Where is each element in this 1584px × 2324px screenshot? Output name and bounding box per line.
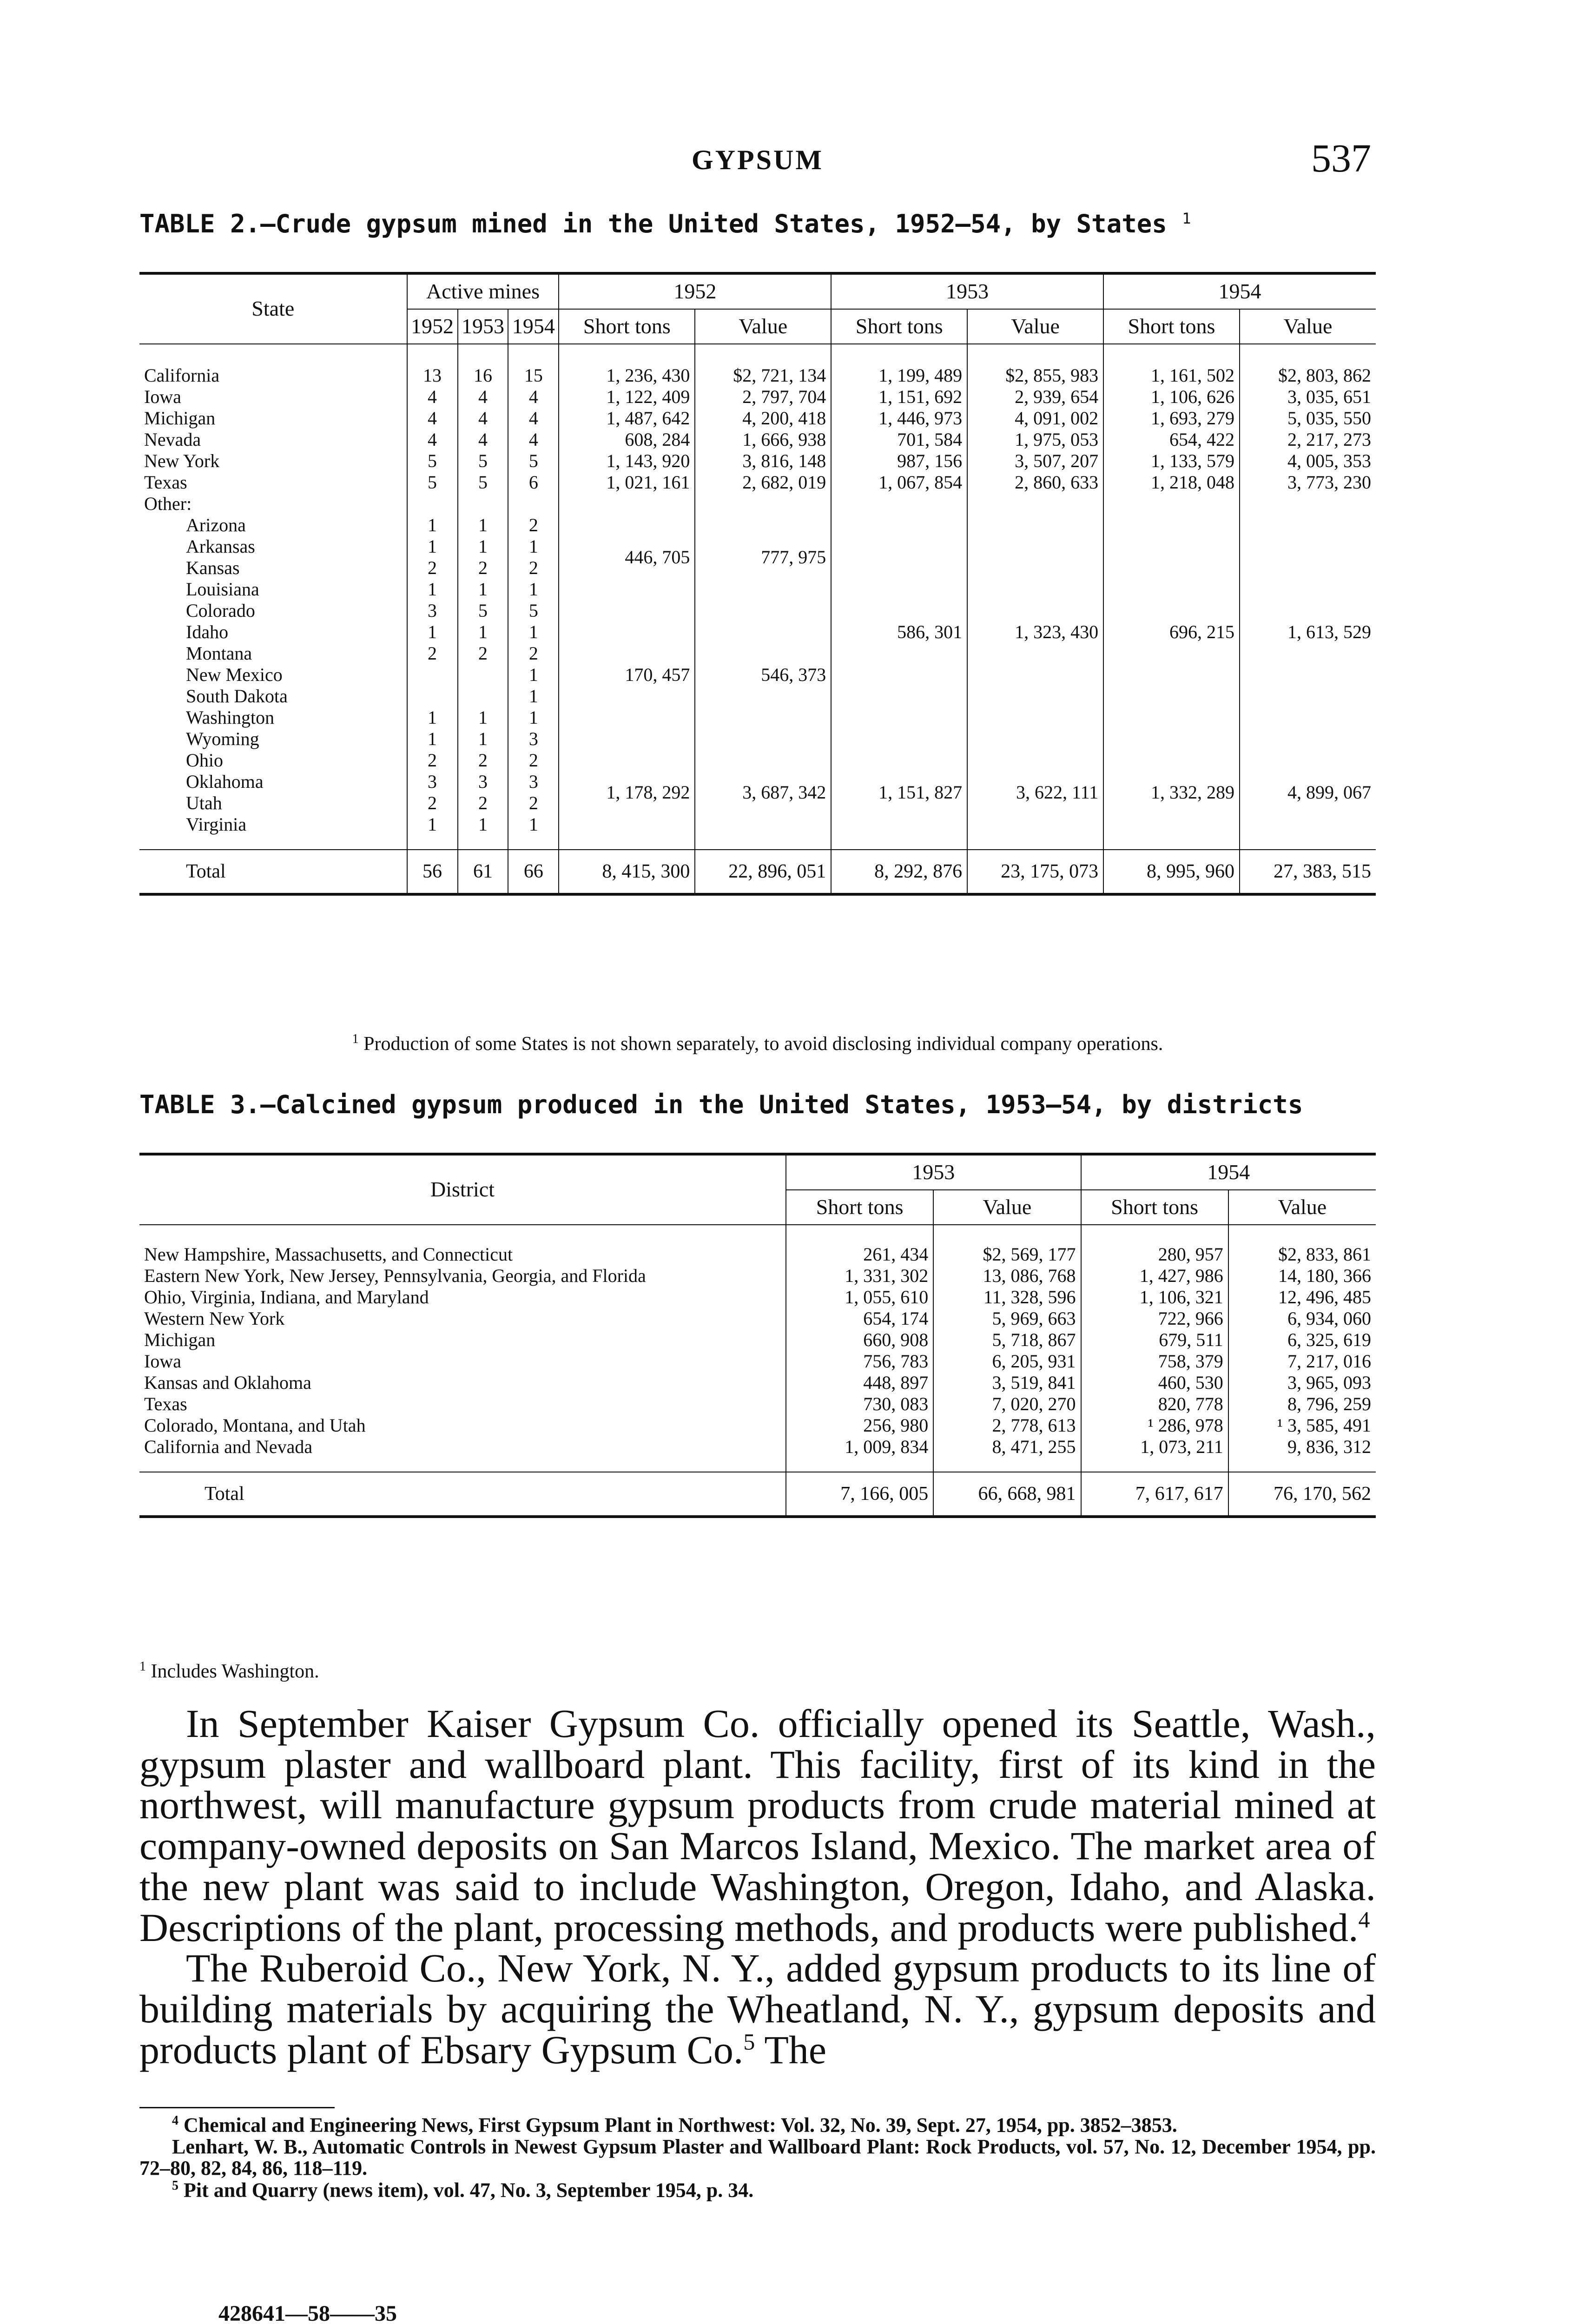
total-mines-1952: 56: [407, 850, 458, 894]
header-state: State: [139, 273, 407, 344]
short-tons-1953: 1, 009, 834: [786, 1436, 933, 1458]
value-1954: ¹ 3, 585, 491: [1228, 1415, 1376, 1436]
table-total-row: [139, 1472, 1376, 1517]
mines-1954: 5: [508, 450, 559, 472]
table-total-row: [139, 850, 1376, 894]
table-row: [139, 408, 1376, 429]
mines-1954: 1: [508, 579, 559, 600]
short-tons-1954: 679, 511: [1081, 1329, 1228, 1351]
table2-caption: [139, 209, 1376, 238]
table-row: [139, 386, 1376, 408]
header-1952: 1952: [559, 273, 831, 309]
mines-1953: 1: [458, 814, 508, 835]
mines-1952: 1: [407, 515, 458, 536]
header-short-tons-1953: Short tons: [831, 309, 967, 344]
footnote-mark: 5: [172, 2179, 178, 2193]
value-1953: 2, 939, 654: [967, 386, 1103, 408]
table-row: [139, 1436, 1376, 1458]
mines-1953: 2: [458, 792, 508, 814]
state-name: Louisiana: [186, 578, 259, 600]
mines-1954: 1: [508, 814, 559, 835]
value-1954: 6, 934, 060: [1228, 1308, 1376, 1329]
footnote-text: Pit and Quarry (news item), vol. 47, No. 3, September 1954, p. 34.: [184, 2179, 754, 2202]
short-tons-1954: 1, 218, 048: [1103, 472, 1240, 493]
value-1954: $2, 833, 861: [1228, 1225, 1376, 1265]
mines-1954: 6: [508, 472, 559, 493]
state-name: Michigan: [144, 407, 216, 429]
total-value-1953: 66, 668, 981: [933, 1472, 1081, 1517]
mines-1952: 4: [407, 408, 458, 429]
state-name: Texas: [144, 471, 187, 493]
footnote-ref: 4: [1358, 1906, 1370, 1932]
mines-1952: 1: [407, 579, 458, 600]
short-tons-1953: 1, 446, 973: [831, 408, 967, 429]
state-name: Virginia: [186, 813, 247, 835]
mines-1952: 2: [407, 792, 458, 814]
table-row: [139, 429, 1376, 450]
table-row: [139, 344, 1376, 386]
mines-1954: 1: [508, 621, 559, 643]
mines-1953: 5: [458, 600, 508, 621]
mines-1952: 5: [407, 472, 458, 493]
mines-1952: [407, 664, 458, 686]
header-short-tons-1954: Short tons: [1103, 309, 1240, 344]
mines-1954: 1: [508, 664, 559, 686]
group-value-1954: 4, 899, 067: [1240, 750, 1376, 835]
state-name: Wyoming: [186, 728, 259, 749]
total-short-tons-1954: 8, 995, 960: [1103, 850, 1240, 894]
footnote-text: Production of some States is not shown separately, to avoid disclosing individual company operations.: [363, 1033, 1163, 1055]
short-tons-1953: 448, 897: [786, 1372, 933, 1393]
mines-1952: 4: [407, 386, 458, 408]
value-1954: 12, 496, 485: [1228, 1287, 1376, 1308]
state-name: Ohio: [186, 749, 223, 771]
short-tons-1954: 654, 422: [1103, 429, 1240, 450]
footnotes-divider: [139, 2107, 335, 2108]
mines-1953: 1: [458, 536, 508, 557]
total-short-tons-1953: 7, 166, 005: [786, 1472, 933, 1517]
group-short-tons-1953: 1, 151, 827: [831, 750, 967, 835]
state-name: Colorado: [186, 600, 255, 621]
short-tons-1953: 1, 055, 610: [786, 1287, 933, 1308]
state-name: Nevada: [144, 429, 201, 450]
header-mines-1953: 1953: [458, 309, 508, 344]
header-1953: 1953: [786, 1154, 1081, 1190]
mines-1954: 4: [508, 408, 559, 429]
mines-1953: 4: [458, 408, 508, 429]
district-name: Iowa: [144, 1350, 181, 1372]
value-1953: $2, 569, 177: [933, 1225, 1081, 1265]
total-mines-1954: 66: [508, 850, 559, 894]
running-title: GYPSUM: [692, 145, 824, 175]
header-value-1954: Value: [1228, 1190, 1376, 1225]
header-value-1953: Value: [933, 1190, 1081, 1225]
page-footnotes: [139, 2114, 1376, 2201]
value-1953: 6, 205, 931: [933, 1351, 1081, 1372]
table-row: [139, 1308, 1376, 1329]
value-1952: $2, 721, 134: [695, 344, 831, 386]
group-short-tons-1954: 1, 332, 289: [1103, 750, 1240, 835]
short-tons-1953: 654, 174: [786, 1308, 933, 1329]
value-1953: $2, 855, 983: [967, 344, 1103, 386]
header-short-tons-1954: Short tons: [1081, 1190, 1228, 1225]
state-name: Washington: [186, 706, 275, 728]
district-name: Colorado, Montana, and Utah: [144, 1414, 366, 1436]
value-1953: 3, 519, 841: [933, 1372, 1081, 1393]
total-short-tons-1953: 8, 292, 876: [831, 850, 967, 894]
footnote-mark: 1: [352, 1032, 359, 1046]
mines-1952: 1: [407, 728, 458, 750]
short-tons-1954: 820, 778: [1081, 1393, 1228, 1415]
state-name: Idaho: [186, 621, 229, 642]
value-1954: 2, 217, 273: [1240, 429, 1376, 450]
state-name: Oklahoma: [186, 771, 264, 792]
total-value-1953: 23, 175, 073: [967, 850, 1103, 894]
short-tons-1952: 1, 021, 161: [559, 472, 695, 493]
district-name: Eastern New York, New Jersey, Pennsylvania, Georgia, and Florida: [144, 1265, 646, 1286]
value-1954: 5, 035, 550: [1240, 408, 1376, 429]
mines-1953: 3: [458, 771, 508, 792]
short-tons-1954: 722, 966: [1081, 1308, 1228, 1329]
footnote-mark: 4: [172, 2113, 178, 2128]
mines-1953: 1: [458, 707, 508, 728]
mines-1952: 3: [407, 600, 458, 621]
value-1954: 14, 180, 366: [1228, 1265, 1376, 1287]
mines-1952: 1: [407, 814, 458, 835]
short-tons-1954: 1, 073, 211: [1081, 1436, 1228, 1458]
value-1952: 4, 200, 418: [695, 408, 831, 429]
mines-1953: 2: [458, 750, 508, 771]
value-1954: 3, 965, 093: [1228, 1372, 1376, 1393]
value-1954: 3, 035, 651: [1240, 386, 1376, 408]
footnote-ref: 5: [743, 2028, 755, 2055]
short-tons-1952: 1, 122, 409: [559, 386, 695, 408]
table-row: [139, 1225, 1376, 1265]
mines-1952: 2: [407, 557, 458, 579]
footnote-mark: 1: [139, 1659, 146, 1674]
short-tons-1954: 1, 106, 321: [1081, 1287, 1228, 1308]
group-short-tons-1952: 170, 457: [559, 600, 695, 750]
value-1952: 2, 682, 019: [695, 472, 831, 493]
header-1954: 1954: [1103, 273, 1376, 309]
mines-1954: 1: [508, 707, 559, 728]
state-name: Kansas: [186, 557, 240, 578]
mines-1953: 16: [458, 344, 508, 386]
table2-footnote: [139, 1032, 1376, 1055]
value-1953: 11, 328, 596: [933, 1287, 1081, 1308]
paragraph-text: In September Kaiser Gypsum Co. officially opened its Seattle, Wash., gypsum plaster and wallboard plant. This facility, first of its kind in the northwest, will manufacture gypsum products from crude material mined at company-owned deposits on San Marcos Island, Mexico. The market area of the new plant was said to include Washington, Oregon, Idaho, and Alaska. Descriptions of the plant, processing methods, and products were published.: [139, 1701, 1376, 1950]
district-name: Kansas and Oklahoma: [144, 1372, 311, 1393]
table3: [139, 1153, 1376, 1518]
mines-1953: 1: [458, 728, 508, 750]
group-value-1953: 1, 323, 430: [967, 515, 1103, 750]
total-label: Total: [139, 1472, 786, 1517]
value-1954: 3, 773, 230: [1240, 472, 1376, 493]
state-name: Arkansas: [186, 535, 255, 557]
footnote: [139, 2136, 1376, 2179]
mines-1953: 4: [458, 429, 508, 450]
short-tons-1954: 1, 106, 626: [1103, 386, 1240, 408]
header-value-1954: Value: [1240, 309, 1376, 344]
value-1953: 2, 778, 613: [933, 1415, 1081, 1436]
state-name: New Mexico: [186, 664, 283, 685]
short-tons-1953: 987, 156: [831, 450, 967, 472]
group-value-1952: 546, 373: [695, 600, 831, 750]
mines-1954: 3: [508, 771, 559, 792]
mines-1954: 1: [508, 686, 559, 707]
short-tons-1954: 1, 427, 986: [1081, 1265, 1228, 1287]
short-tons-1954: 460, 530: [1081, 1372, 1228, 1393]
header-value-1953: Value: [967, 309, 1103, 344]
short-tons-1953: 1, 331, 302: [786, 1265, 933, 1287]
state-name: Arizona: [186, 514, 246, 535]
header-mines-1954: 1954: [508, 309, 559, 344]
table-row: [139, 1372, 1376, 1393]
total-short-tons-1952: 8, 415, 300: [559, 850, 695, 894]
state-name: Montana: [186, 642, 252, 664]
paragraph-text-continued: The: [755, 2027, 827, 2072]
paragraph-text: The Ruberoid Co., New York, N. Y., added gypsum products to its line of building materials by acquiring the Wheatland, N. Y., gypsum deposits and products plant of Ebsary Gypsum Co.: [139, 1946, 1376, 2072]
mines-1953: 5: [458, 472, 508, 493]
district-name: New Hampshire, Massachusetts, and Connecticut: [144, 1243, 513, 1265]
table-row: [139, 1351, 1376, 1372]
header-1953: 1953: [831, 273, 1103, 309]
value-1953: 4, 091, 002: [967, 408, 1103, 429]
mines-1954: 15: [508, 344, 559, 386]
total-mines-1953: 61: [458, 850, 508, 894]
mines-1953: [458, 686, 508, 707]
mines-1954: 2: [508, 792, 559, 814]
state-name: New York: [144, 450, 220, 471]
value-1953: 2, 860, 633: [967, 472, 1103, 493]
short-tons-1953: 730, 083: [786, 1393, 933, 1415]
short-tons-1954: 758, 379: [1081, 1351, 1228, 1372]
running-head: [139, 135, 1376, 181]
table-row: [139, 1287, 1376, 1308]
total-short-tons-1954: 7, 617, 617: [1081, 1472, 1228, 1517]
value-1953: 5, 969, 663: [933, 1308, 1081, 1329]
value-1954: 4, 005, 353: [1240, 450, 1376, 472]
mines-1954: 2: [508, 643, 559, 664]
footnote-text: Chemical and Engineering News, First Gypsum Plant in Northwest: Vol. 32, No. 39, Sept. 27, 1954, pp. 3852–3853.: [184, 2113, 1177, 2137]
mines-1952: [407, 686, 458, 707]
district-name: Texas: [144, 1393, 187, 1414]
header-short-tons-1953: Short tons: [786, 1190, 933, 1225]
group-short-tons-1954: 696, 215: [1103, 515, 1240, 750]
short-tons-1953: 261, 434: [786, 1225, 933, 1265]
mines-1952: 2: [407, 750, 458, 771]
total-value-1954: 76, 170, 562: [1228, 1472, 1376, 1517]
mines-1954: 1: [508, 536, 559, 557]
short-tons-1953: 756, 783: [786, 1351, 933, 1372]
short-tons-1953: 660, 908: [786, 1329, 933, 1351]
district-name: California and Nevada: [144, 1436, 313, 1457]
mines-1954: 2: [508, 750, 559, 771]
body-text: [139, 1703, 1376, 2070]
table3-footnote: [139, 1659, 1376, 1683]
footnote: [139, 2179, 1376, 2201]
paragraph: [139, 1703, 1376, 1948]
short-tons-1953: 1, 151, 692: [831, 386, 967, 408]
group-value-1952: 3, 687, 342: [695, 750, 831, 835]
mines-1952: 1: [407, 621, 458, 643]
mines-1954: 4: [508, 386, 559, 408]
total-value-1954: 27, 383, 515: [1240, 850, 1376, 894]
value-1954: 6, 325, 619: [1228, 1329, 1376, 1351]
table2: [139, 272, 1376, 896]
page-number: 537: [1311, 136, 1371, 180]
group-value-1952: 777, 975: [695, 515, 831, 600]
table-row-other-label: [139, 493, 1376, 515]
table2-caption-note: 1: [1182, 210, 1191, 227]
value-1954: 9, 836, 312: [1228, 1436, 1376, 1458]
mines-1952: 4: [407, 429, 458, 450]
short-tons-1952: 1, 487, 642: [559, 408, 695, 429]
short-tons-1953: 1, 199, 489: [831, 344, 967, 386]
mines-1952: 1: [407, 536, 458, 557]
mines-1953: 1: [458, 579, 508, 600]
value-1953: 7, 020, 270: [933, 1393, 1081, 1415]
mines-1953: 5: [458, 450, 508, 472]
table-row: [139, 1329, 1376, 1351]
table-row: [139, 472, 1376, 493]
table-row: [139, 1415, 1376, 1436]
value-1953: 13, 086, 768: [933, 1265, 1081, 1287]
mines-1953: 1: [458, 515, 508, 536]
mines-1954: 5: [508, 600, 559, 621]
footnote-text: Lenhart, W. B., Automatic Controls in Newest Gypsum Plaster and Wallboard Plant: Rock Products, vol. 57, No. 12, December 1954, pp. 72–80, 82, 84, 86, 118–119.: [139, 2135, 1376, 2180]
state-name: California: [144, 364, 220, 386]
mines-1953: 2: [458, 557, 508, 579]
short-tons-1954: 1, 133, 579: [1103, 450, 1240, 472]
value-1953: 8, 471, 255: [933, 1436, 1081, 1458]
mines-1954: 2: [508, 557, 559, 579]
state-name: Iowa: [144, 386, 181, 407]
total-value-1952: 22, 896, 051: [695, 850, 831, 894]
mines-1952: 13: [407, 344, 458, 386]
group-short-tons-1952: 446, 705: [559, 515, 695, 600]
district-name: Michigan: [144, 1329, 216, 1350]
header-short-tons-1952: Short tons: [559, 309, 695, 344]
district-name: Ohio, Virginia, Indiana, and Maryland: [144, 1286, 429, 1307]
footnote: [139, 2114, 1376, 2136]
table-row: [139, 1265, 1376, 1287]
header-value-1952: Value: [695, 309, 831, 344]
mines-1954: 4: [508, 429, 559, 450]
mines-1954: 2: [508, 515, 559, 536]
mines-1954: 3: [508, 728, 559, 750]
short-tons-1954: ¹ 286, 978: [1081, 1415, 1228, 1436]
short-tons-1953: 1, 067, 854: [831, 472, 967, 493]
short-tons-1953: 256, 980: [786, 1415, 933, 1436]
value-1953: 3, 507, 207: [967, 450, 1103, 472]
table-row: [139, 1393, 1376, 1415]
district-name: Western New York: [144, 1307, 285, 1329]
short-tons-1953: 701, 584: [831, 429, 967, 450]
total-label: Total: [139, 850, 407, 894]
state-name: South Dakota: [186, 685, 288, 706]
group-short-tons-1952: 1, 178, 292: [559, 750, 695, 835]
short-tons-1952: 1, 143, 920: [559, 450, 695, 472]
value-1953: 5, 718, 867: [933, 1329, 1081, 1351]
value-1952: 3, 816, 148: [695, 450, 831, 472]
mines-1953: 1: [458, 621, 508, 643]
short-tons-1954: 280, 957: [1081, 1225, 1228, 1265]
paragraph: [139, 1948, 1376, 2070]
group-short-tons-1953: 586, 301: [831, 515, 967, 750]
mines-1953: [458, 664, 508, 686]
value-1954: $2, 803, 862: [1240, 344, 1376, 386]
short-tons-1952: 1, 236, 430: [559, 344, 695, 386]
header-1954: 1954: [1081, 1154, 1376, 1190]
table3-caption: TABLE 3.—Calcined gypsum produced in the United States, 1953–54, by districts: [139, 1090, 1303, 1119]
table-row: [139, 450, 1376, 472]
mines-1953: 2: [458, 643, 508, 664]
footnote-text: Includes Washington.: [151, 1661, 319, 1682]
mines-1952: 2: [407, 643, 458, 664]
short-tons-1952: 608, 284: [559, 429, 695, 450]
header-active-mines: Active mines: [407, 273, 559, 309]
header-mines-1952: 1952: [407, 309, 458, 344]
value-1954: 8, 796, 259: [1228, 1393, 1376, 1415]
short-tons-1954: 1, 693, 279: [1103, 408, 1240, 429]
other-label: Other:: [144, 493, 192, 514]
table-row: [139, 750, 1376, 771]
value-1952: 2, 797, 704: [695, 386, 831, 408]
mines-1952: 5: [407, 450, 458, 472]
mines-1953: 4: [458, 386, 508, 408]
mines-1952: 3: [407, 771, 458, 792]
header-district: District: [139, 1154, 786, 1225]
group-value-1954: 1, 613, 529: [1240, 515, 1376, 750]
table2-caption-text: TABLE 2.—Crude gypsum mined in the United States, 1952–54, by States: [139, 209, 1167, 238]
mines-1952: 1: [407, 707, 458, 728]
short-tons-1954: 1, 161, 502: [1103, 344, 1240, 386]
value-1954: 7, 217, 016: [1228, 1351, 1376, 1372]
print-code: 428641—58——35: [218, 2301, 397, 2324]
state-name: Utah: [186, 792, 222, 813]
value-1953: 1, 975, 053: [967, 429, 1103, 450]
value-1952: 1, 666, 938: [695, 429, 831, 450]
group-value-1953: 3, 622, 111: [967, 750, 1103, 835]
table-row: [139, 515, 1376, 536]
